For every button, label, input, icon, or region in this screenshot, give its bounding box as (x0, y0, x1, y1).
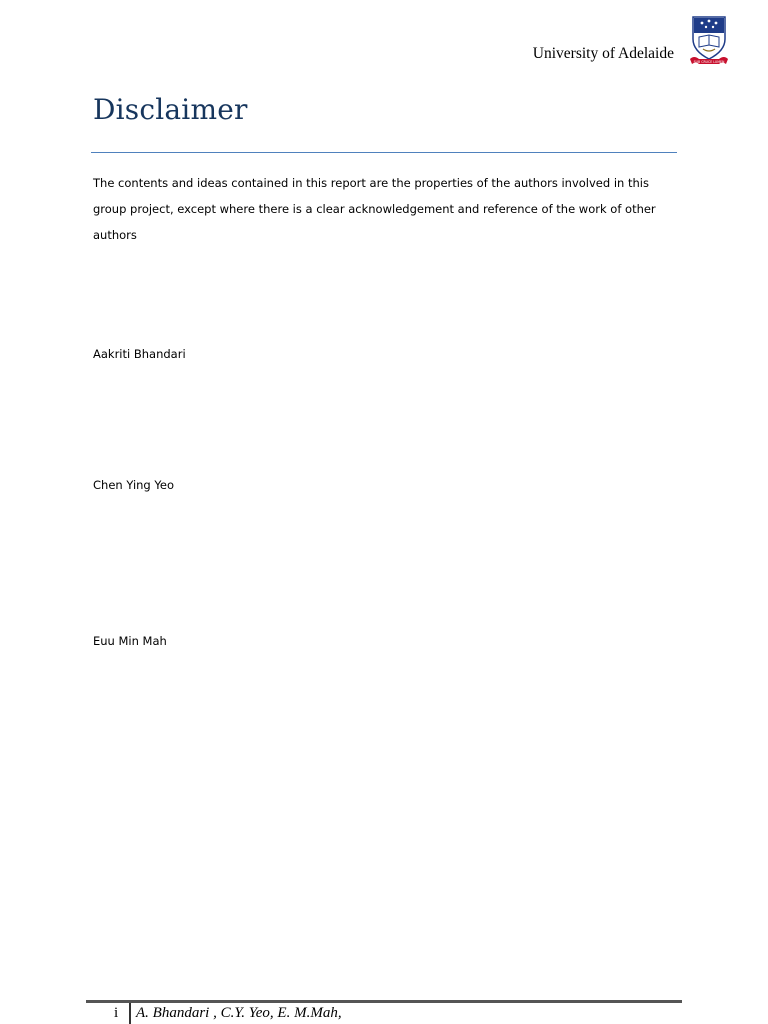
footer-separator (129, 1003, 131, 1024)
title-divider (91, 152, 677, 153)
author-name-3: Euu Min Mah (93, 634, 167, 648)
footer-divider (86, 1000, 682, 1003)
disclaimer-paragraph: The contents and ideas contained in this report are the properties of the authors involved in this group project, except where there is a clear acknowledgement and reference of the work of other authors (93, 176, 656, 242)
university-crest-icon (689, 15, 729, 67)
crest-motto: SUB CRUCE LUMEN (693, 60, 725, 64)
author-name-1: Aakriti Bhandari (93, 347, 186, 361)
page-title: Disclaimer (93, 93, 248, 126)
footer-authors: A. Bhandari , C.Y. Yeo, E. M.Mah, (136, 1005, 342, 1021)
header-university: University of Adelaide (532, 45, 674, 62)
author-name-2: Chen Ying Yeo (93, 478, 174, 492)
page-number: i (114, 1005, 119, 1021)
